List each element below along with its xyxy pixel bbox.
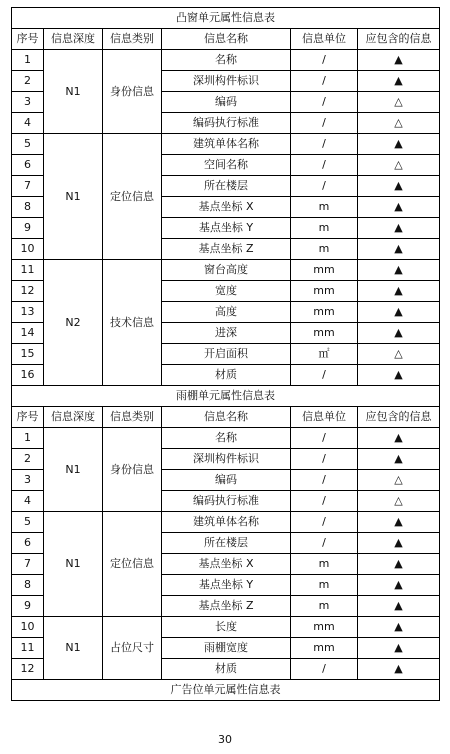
- row-number: 10: [12, 617, 44, 638]
- row-number: 14: [12, 323, 44, 344]
- column-header: 信息名称: [162, 407, 291, 428]
- column-header: 应包含的信息: [358, 407, 440, 428]
- row-number: 9: [12, 218, 44, 239]
- info-name-cell: 基点坐标 X: [162, 197, 291, 218]
- row-number: 15: [12, 344, 44, 365]
- page-number: 30: [218, 733, 232, 746]
- column-header: 信息类别: [103, 29, 162, 50]
- required-mark-cell: ▲: [358, 218, 440, 239]
- info-unit-cell: /: [291, 134, 358, 155]
- required-mark-cell: △: [358, 470, 440, 491]
- info-unit-cell: mm: [291, 617, 358, 638]
- required-mark-cell: △: [358, 92, 440, 113]
- row-number: 12: [12, 659, 44, 680]
- required-mark-cell: ▲: [358, 428, 440, 449]
- info-unit-cell: m: [291, 239, 358, 260]
- info-depth-cell: N1: [44, 512, 103, 617]
- info-unit-cell: /: [291, 50, 358, 71]
- info-unit-cell: ㎡: [291, 344, 358, 365]
- attribute-tables: [11, 7, 439, 701]
- info-name-cell: 编码执行标准: [162, 491, 291, 512]
- info-unit-cell: m: [291, 554, 358, 575]
- row-number: 16: [12, 365, 44, 386]
- column-header: 应包含的信息: [358, 29, 440, 50]
- required-mark-cell: ▲: [358, 239, 440, 260]
- info-depth-cell: N1: [44, 617, 103, 680]
- info-name-cell: 所在楼层: [162, 176, 291, 197]
- info-unit-cell: mm: [291, 638, 358, 659]
- info-depth-cell: N1: [44, 134, 103, 260]
- table-header-row: [12, 29, 440, 50]
- info-name-cell: 建筑单体名称: [162, 134, 291, 155]
- row-number: 13: [12, 302, 44, 323]
- row-number: 9: [12, 596, 44, 617]
- table-body: [12, 8, 440, 701]
- column-header: 信息类别: [103, 407, 162, 428]
- info-unit-cell: m: [291, 575, 358, 596]
- column-header: 序号: [12, 407, 44, 428]
- info-name-cell: 所在楼层: [162, 533, 291, 554]
- table-title-row: [12, 386, 440, 407]
- table-row: [12, 50, 440, 71]
- info-depth-cell: N1: [44, 428, 103, 512]
- row-number: 5: [12, 512, 44, 533]
- row-number: 2: [12, 71, 44, 92]
- info-unit-cell: /: [291, 491, 358, 512]
- attribute-table: [11, 7, 440, 701]
- info-category-cell: 身份信息: [103, 50, 162, 134]
- required-mark-cell: ▲: [358, 323, 440, 344]
- required-mark-cell: ▲: [358, 197, 440, 218]
- info-name-cell: 深圳构件标识: [162, 71, 291, 92]
- required-mark-cell: ▲: [358, 512, 440, 533]
- table-title: 雨棚单元属性信息表: [12, 386, 440, 407]
- required-mark-cell: △: [358, 491, 440, 512]
- info-unit-cell: /: [291, 365, 358, 386]
- row-number: 12: [12, 281, 44, 302]
- info-name-cell: 宽度: [162, 281, 291, 302]
- row-number: 11: [12, 260, 44, 281]
- info-unit-cell: /: [291, 92, 358, 113]
- info-name-cell: 名称: [162, 428, 291, 449]
- required-mark-cell: ▲: [358, 134, 440, 155]
- info-category-cell: 身份信息: [103, 428, 162, 512]
- info-name-cell: 建筑单体名称: [162, 512, 291, 533]
- info-unit-cell: m: [291, 218, 358, 239]
- row-number: 8: [12, 197, 44, 218]
- row-number: 2: [12, 449, 44, 470]
- required-mark-cell: ▲: [358, 281, 440, 302]
- info-name-cell: 基点坐标 Z: [162, 239, 291, 260]
- next-table-title: 广告位单元属性信息表: [12, 680, 440, 701]
- info-category-cell: 定位信息: [103, 134, 162, 260]
- required-mark-cell: ▲: [358, 260, 440, 281]
- info-unit-cell: m: [291, 596, 358, 617]
- info-name-cell: 窗台高度: [162, 260, 291, 281]
- info-unit-cell: /: [291, 659, 358, 680]
- info-unit-cell: /: [291, 512, 358, 533]
- info-unit-cell: mm: [291, 260, 358, 281]
- required-mark-cell: ▲: [358, 365, 440, 386]
- required-mark-cell: ▲: [358, 302, 440, 323]
- info-depth-cell: N2: [44, 260, 103, 386]
- info-name-cell: 编码: [162, 92, 291, 113]
- required-mark-cell: ▲: [358, 449, 440, 470]
- info-category-cell: 技术信息: [103, 260, 162, 386]
- row-number: 10: [12, 239, 44, 260]
- required-mark-cell: ▲: [358, 50, 440, 71]
- info-unit-cell: /: [291, 155, 358, 176]
- required-mark-cell: ▲: [358, 71, 440, 92]
- info-unit-cell: /: [291, 449, 358, 470]
- info-name-cell: 雨棚宽度: [162, 638, 291, 659]
- column-header: 信息深度: [44, 407, 103, 428]
- info-name-cell: 高度: [162, 302, 291, 323]
- info-unit-cell: mm: [291, 323, 358, 344]
- info-unit-cell: mm: [291, 281, 358, 302]
- table-row: [12, 617, 440, 638]
- required-mark-cell: ▲: [358, 533, 440, 554]
- column-header: 信息单位: [291, 29, 358, 50]
- info-unit-cell: /: [291, 113, 358, 134]
- row-number: 3: [12, 470, 44, 491]
- info-unit-cell: m: [291, 197, 358, 218]
- row-number: 6: [12, 533, 44, 554]
- info-name-cell: 编码执行标准: [162, 113, 291, 134]
- row-number: 3: [12, 92, 44, 113]
- info-category-cell: 定位信息: [103, 512, 162, 617]
- info-name-cell: 材质: [162, 365, 291, 386]
- info-unit-cell: /: [291, 470, 358, 491]
- info-name-cell: 基点坐标 Y: [162, 218, 291, 239]
- table-title: 凸窗单元属性信息表: [12, 8, 440, 29]
- info-name-cell: 基点坐标 Y: [162, 575, 291, 596]
- info-name-cell: 基点坐标 Z: [162, 596, 291, 617]
- info-name-cell: 进深: [162, 323, 291, 344]
- required-mark-cell: ▲: [358, 596, 440, 617]
- next-table-title-row: [12, 680, 440, 701]
- column-header: 信息深度: [44, 29, 103, 50]
- info-name-cell: 基点坐标 X: [162, 554, 291, 575]
- info-unit-cell: mm: [291, 302, 358, 323]
- row-number: 11: [12, 638, 44, 659]
- row-number: 7: [12, 554, 44, 575]
- required-mark-cell: △: [358, 113, 440, 134]
- required-mark-cell: ▲: [358, 638, 440, 659]
- table-row: [12, 512, 440, 533]
- row-number: 1: [12, 428, 44, 449]
- info-unit-cell: /: [291, 533, 358, 554]
- table-title-row: [12, 8, 440, 29]
- info-name-cell: 空间名称: [162, 155, 291, 176]
- info-name-cell: 编码: [162, 470, 291, 491]
- info-depth-cell: N1: [44, 50, 103, 134]
- info-category-cell: 占位尺寸: [103, 617, 162, 680]
- info-name-cell: 深圳构件标识: [162, 449, 291, 470]
- info-unit-cell: /: [291, 428, 358, 449]
- required-mark-cell: ▲: [358, 575, 440, 596]
- info-name-cell: 长度: [162, 617, 291, 638]
- row-number: 1: [12, 50, 44, 71]
- required-mark-cell: ▲: [358, 176, 440, 197]
- info-name-cell: 名称: [162, 50, 291, 71]
- table-header-row: [12, 407, 440, 428]
- row-number: 4: [12, 491, 44, 512]
- row-number: 6: [12, 155, 44, 176]
- column-header: 信息单位: [291, 407, 358, 428]
- table-row: [12, 134, 440, 155]
- required-mark-cell: ▲: [358, 617, 440, 638]
- required-mark-cell: ▲: [358, 554, 440, 575]
- table-row: [12, 260, 440, 281]
- table-row: [12, 428, 440, 449]
- row-number: 8: [12, 575, 44, 596]
- info-unit-cell: /: [291, 176, 358, 197]
- info-name-cell: 开启面积: [162, 344, 291, 365]
- row-number: 4: [12, 113, 44, 134]
- info-name-cell: 材质: [162, 659, 291, 680]
- required-mark-cell: ▲: [358, 659, 440, 680]
- required-mark-cell: △: [358, 155, 440, 176]
- row-number: 5: [12, 134, 44, 155]
- column-header: 序号: [12, 29, 44, 50]
- required-mark-cell: △: [358, 344, 440, 365]
- info-unit-cell: /: [291, 71, 358, 92]
- row-number: 7: [12, 176, 44, 197]
- column-header: 信息名称: [162, 29, 291, 50]
